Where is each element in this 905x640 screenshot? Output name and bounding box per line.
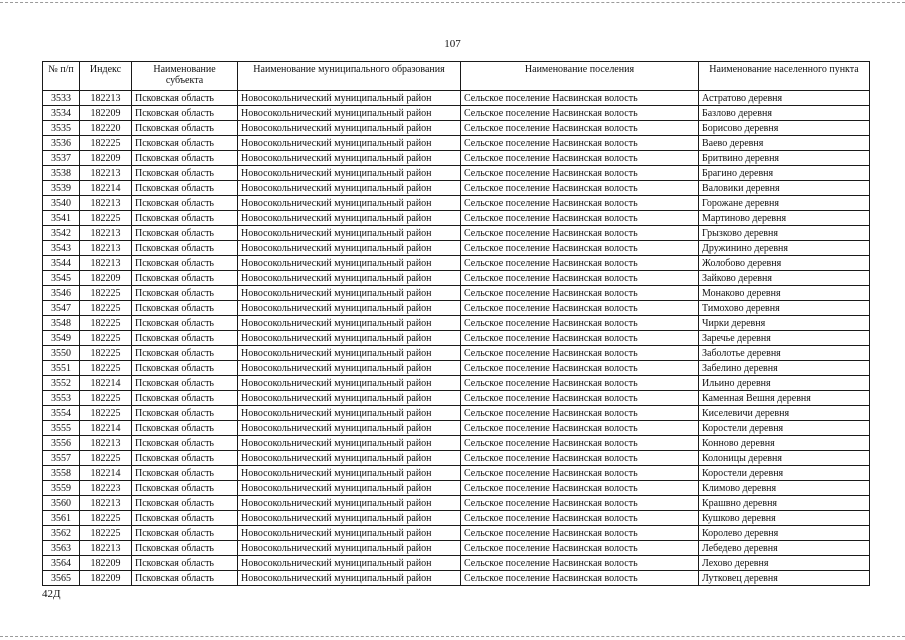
- footer-code: 42Д: [42, 588, 61, 600]
- table-body: [43, 91, 870, 586]
- cell-municipality: Новосокольнический муниципальный район: [238, 211, 461, 226]
- cell-number: 3561: [43, 511, 80, 526]
- cell-settlement: Сельское поселение Насвинская волость: [461, 511, 699, 526]
- table-row: [43, 226, 870, 241]
- cell-locality: Заречье деревня: [699, 331, 870, 346]
- table-row: [43, 391, 870, 406]
- cell-municipality: Новосокольнический муниципальный район: [238, 316, 461, 331]
- table-row: [43, 151, 870, 166]
- table-row: [43, 331, 870, 346]
- cell-municipality: Новосокольнический муниципальный район: [238, 121, 461, 136]
- cell-settlement: Сельское поселение Насвинская волость: [461, 91, 699, 106]
- cell-settlement: Сельское поселение Насвинская волость: [461, 181, 699, 196]
- cell-subject: Псковская область: [132, 121, 238, 136]
- cell-settlement: Сельское поселение Насвинская волость: [461, 541, 699, 556]
- cell-locality: Зайково деревня: [699, 271, 870, 286]
- cell-settlement: Сельское поселение Насвинская волость: [461, 556, 699, 571]
- cell-subject: Псковская область: [132, 436, 238, 451]
- cell-municipality: Новосокольнический муниципальный район: [238, 106, 461, 121]
- cell-subject: Псковская область: [132, 301, 238, 316]
- cell-locality: Тимохово деревня: [699, 301, 870, 316]
- table-row: [43, 571, 870, 586]
- cell-number: 3550: [43, 346, 80, 361]
- cell-locality: Грызково деревня: [699, 226, 870, 241]
- cell-settlement: Сельское поселение Насвинская волость: [461, 211, 699, 226]
- cell-settlement: Сельское поселение Насвинская волость: [461, 136, 699, 151]
- cell-locality: Лутковец деревня: [699, 571, 870, 586]
- cell-municipality: Новосокольнический муниципальный район: [238, 181, 461, 196]
- cell-locality: Мартиново деревня: [699, 211, 870, 226]
- cell-number: 3565: [43, 571, 80, 586]
- cell-subject: Псковская область: [132, 181, 238, 196]
- cell-locality: Королево деревня: [699, 526, 870, 541]
- table-row: [43, 436, 870, 451]
- cell-number: 3545: [43, 271, 80, 286]
- cell-settlement: Сельское поселение Насвинская волость: [461, 331, 699, 346]
- cell-index: 182225: [80, 526, 132, 541]
- cell-index: 182225: [80, 211, 132, 226]
- cell-subject: Псковская область: [132, 496, 238, 511]
- cell-settlement: Сельское поселение Насвинская волость: [461, 286, 699, 301]
- cell-index: 182214: [80, 181, 132, 196]
- cell-settlement: Сельское поселение Насвинская волость: [461, 256, 699, 271]
- cell-locality: Каменная Вешня деревня: [699, 391, 870, 406]
- scan-edge-top: [0, 2, 905, 4]
- cell-number: 3558: [43, 466, 80, 481]
- cell-locality: Крашвно деревня: [699, 496, 870, 511]
- cell-number: 3534: [43, 106, 80, 121]
- cell-number: 3547: [43, 301, 80, 316]
- cell-number: 3540: [43, 196, 80, 211]
- cell-subject: Псковская область: [132, 361, 238, 376]
- cell-settlement: Сельское поселение Насвинская волость: [461, 316, 699, 331]
- cell-locality: Лехово деревня: [699, 556, 870, 571]
- table-row: [43, 496, 870, 511]
- cell-number: 3557: [43, 451, 80, 466]
- cell-number: 3543: [43, 241, 80, 256]
- cell-municipality: Новосокольнический муниципальный район: [238, 361, 461, 376]
- cell-index: 182225: [80, 451, 132, 466]
- header-subject: Наименование субъекта: [132, 62, 238, 91]
- cell-subject: Псковская область: [132, 226, 238, 241]
- cell-locality: Колоницы деревня: [699, 451, 870, 466]
- cell-municipality: Новосокольнический муниципальный район: [238, 376, 461, 391]
- cell-subject: Псковская область: [132, 91, 238, 106]
- cell-settlement: Сельское поселение Насвинская волость: [461, 226, 699, 241]
- table-row: [43, 316, 870, 331]
- cell-index: 182214: [80, 466, 132, 481]
- table-row: [43, 121, 870, 136]
- cell-municipality: Новосокольнический муниципальный район: [238, 91, 461, 106]
- cell-index: 182213: [80, 496, 132, 511]
- cell-subject: Псковская область: [132, 526, 238, 541]
- table-row: [43, 166, 870, 181]
- cell-locality: Чирки деревня: [699, 316, 870, 331]
- cell-index: 182225: [80, 286, 132, 301]
- cell-subject: Псковская область: [132, 556, 238, 571]
- cell-municipality: Новосокольнический муниципальный район: [238, 241, 461, 256]
- cell-municipality: Новосокольнический муниципальный район: [238, 451, 461, 466]
- cell-subject: Псковская область: [132, 541, 238, 556]
- cell-municipality: Новосокольнический муниципальный район: [238, 166, 461, 181]
- cell-settlement: Сельское поселение Насвинская волость: [461, 406, 699, 421]
- table-row: [43, 361, 870, 376]
- cell-subject: Псковская область: [132, 211, 238, 226]
- cell-number: 3541: [43, 211, 80, 226]
- cell-locality: Монаково деревня: [699, 286, 870, 301]
- cell-locality: Бритвино деревня: [699, 151, 870, 166]
- table-row: [43, 406, 870, 421]
- cell-municipality: Новосокольнический муниципальный район: [238, 136, 461, 151]
- cell-subject: Псковская область: [132, 136, 238, 151]
- cell-locality: Киселевичи деревня: [699, 406, 870, 421]
- header-index: Индекс: [80, 62, 132, 91]
- cell-index: 182225: [80, 346, 132, 361]
- cell-municipality: Новосокольнический муниципальный район: [238, 256, 461, 271]
- cell-locality: Борисово деревня: [699, 121, 870, 136]
- cell-subject: Псковская область: [132, 391, 238, 406]
- cell-index: 182209: [80, 151, 132, 166]
- cell-settlement: Сельское поселение Насвинская волость: [461, 526, 699, 541]
- cell-locality: Базлово деревня: [699, 106, 870, 121]
- cell-subject: Псковская область: [132, 256, 238, 271]
- cell-settlement: Сельское поселение Насвинская волость: [461, 481, 699, 496]
- table-row: [43, 556, 870, 571]
- cell-subject: Псковская область: [132, 406, 238, 421]
- cell-locality: Лебедево деревня: [699, 541, 870, 556]
- header-number: № п/п: [43, 62, 80, 91]
- cell-number: 3553: [43, 391, 80, 406]
- cell-settlement: Сельское поселение Насвинская волость: [461, 196, 699, 211]
- cell-number: 3552: [43, 376, 80, 391]
- cell-locality: Кушково деревня: [699, 511, 870, 526]
- settlements-table: [42, 61, 870, 586]
- cell-number: 3560: [43, 496, 80, 511]
- cell-municipality: Новосокольнический муниципальный район: [238, 511, 461, 526]
- cell-subject: Псковская область: [132, 331, 238, 346]
- cell-index: 182225: [80, 316, 132, 331]
- cell-index: 182223: [80, 481, 132, 496]
- cell-index: 182209: [80, 556, 132, 571]
- cell-subject: Псковская область: [132, 346, 238, 361]
- cell-index: 182213: [80, 256, 132, 271]
- cell-locality: Жолобово деревня: [699, 256, 870, 271]
- cell-settlement: Сельское поселение Насвинская волость: [461, 451, 699, 466]
- cell-locality: Валовики деревня: [699, 181, 870, 196]
- cell-index: 182213: [80, 241, 132, 256]
- table-row: [43, 181, 870, 196]
- cell-locality: Климово деревня: [699, 481, 870, 496]
- page-number: 107: [444, 38, 461, 50]
- cell-settlement: Сельское поселение Насвинская волость: [461, 271, 699, 286]
- cell-index: 182214: [80, 421, 132, 436]
- cell-subject: Псковская область: [132, 271, 238, 286]
- cell-settlement: Сельское поселение Насвинская волость: [461, 166, 699, 181]
- table-row: [43, 256, 870, 271]
- cell-locality: Ильино деревня: [699, 376, 870, 391]
- cell-municipality: Новосокольнический муниципальный район: [238, 481, 461, 496]
- cell-subject: Псковская область: [132, 196, 238, 211]
- cell-locality: Заболотье деревня: [699, 346, 870, 361]
- table-row: [43, 241, 870, 256]
- cell-index: 182213: [80, 436, 132, 451]
- cell-number: 3537: [43, 151, 80, 166]
- cell-index: 182213: [80, 91, 132, 106]
- cell-index: 182225: [80, 301, 132, 316]
- cell-number: 3563: [43, 541, 80, 556]
- cell-municipality: Новосокольнический муниципальный район: [238, 226, 461, 241]
- cell-locality: Дружинино деревня: [699, 241, 870, 256]
- cell-subject: Псковская область: [132, 571, 238, 586]
- cell-settlement: Сельское поселение Насвинская волость: [461, 121, 699, 136]
- table-row: [43, 451, 870, 466]
- table-row: [43, 376, 870, 391]
- cell-number: 3554: [43, 406, 80, 421]
- cell-number: 3542: [43, 226, 80, 241]
- table-row: [43, 91, 870, 106]
- cell-municipality: Новосокольнический муниципальный район: [238, 286, 461, 301]
- table-header-row: [43, 62, 870, 91]
- cell-municipality: Новосокольнический муниципальный район: [238, 526, 461, 541]
- cell-subject: Псковская область: [132, 316, 238, 331]
- header-municipality: Наименование муниципального образования: [238, 62, 461, 91]
- cell-settlement: Сельское поселение Насвинская волость: [461, 391, 699, 406]
- cell-number: 3538: [43, 166, 80, 181]
- scan-edge-bottom: [0, 636, 905, 638]
- cell-index: 182225: [80, 391, 132, 406]
- cell-number: 3555: [43, 421, 80, 436]
- cell-number: 3544: [43, 256, 80, 271]
- cell-subject: Псковская область: [132, 151, 238, 166]
- table-row: [43, 481, 870, 496]
- cell-subject: Псковская область: [132, 106, 238, 121]
- table-row: [43, 301, 870, 316]
- table-row: [43, 511, 870, 526]
- cell-number: 3559: [43, 481, 80, 496]
- cell-municipality: Новосокольнический муниципальный район: [238, 436, 461, 451]
- cell-municipality: Новосокольнический муниципальный район: [238, 331, 461, 346]
- cell-municipality: Новосокольнический муниципальный район: [238, 541, 461, 556]
- header-locality: Наименование населенного пункта: [699, 62, 870, 91]
- table-row: [43, 136, 870, 151]
- header-settlement: Наименование поселения: [461, 62, 699, 91]
- table-row: [43, 541, 870, 556]
- cell-locality: Коростели деревня: [699, 466, 870, 481]
- cell-number: 3535: [43, 121, 80, 136]
- cell-settlement: Сельское поселение Насвинская волость: [461, 376, 699, 391]
- cell-subject: Псковская область: [132, 511, 238, 526]
- cell-index: 182225: [80, 511, 132, 526]
- cell-municipality: Новосокольнический муниципальный район: [238, 301, 461, 316]
- table-row: [43, 196, 870, 211]
- cell-index: 182225: [80, 361, 132, 376]
- table-row: [43, 211, 870, 226]
- cell-index: 182213: [80, 541, 132, 556]
- cell-locality: Забелино деревня: [699, 361, 870, 376]
- cell-settlement: Сельское поселение Насвинская волость: [461, 496, 699, 511]
- cell-municipality: Новосокольнический муниципальный район: [238, 571, 461, 586]
- cell-index: 182214: [80, 376, 132, 391]
- cell-settlement: Сельское поселение Насвинская волость: [461, 421, 699, 436]
- cell-index: 182213: [80, 166, 132, 181]
- cell-number: 3564: [43, 556, 80, 571]
- cell-number: 3539: [43, 181, 80, 196]
- cell-index: 182225: [80, 406, 132, 421]
- cell-settlement: Сельское поселение Насвинская волость: [461, 241, 699, 256]
- cell-settlement: Сельское поселение Насвинская волость: [461, 106, 699, 121]
- cell-settlement: Сельское поселение Насвинская волость: [461, 571, 699, 586]
- cell-subject: Псковская область: [132, 481, 238, 496]
- cell-settlement: Сельское поселение Насвинская волость: [461, 361, 699, 376]
- cell-municipality: Новосокольнический муниципальный район: [238, 466, 461, 481]
- cell-subject: Псковская область: [132, 451, 238, 466]
- cell-municipality: Новосокольнический муниципальный район: [238, 556, 461, 571]
- cell-locality: Конново деревня: [699, 436, 870, 451]
- cell-settlement: Сельское поселение Насвинская волость: [461, 436, 699, 451]
- cell-locality: Брагино деревня: [699, 166, 870, 181]
- cell-settlement: Сельское поселение Насвинская волость: [461, 466, 699, 481]
- cell-index: 182225: [80, 136, 132, 151]
- cell-index: 182220: [80, 121, 132, 136]
- cell-index: 182213: [80, 196, 132, 211]
- cell-municipality: Новосокольнический муниципальный район: [238, 496, 461, 511]
- cell-locality: Горожане деревня: [699, 196, 870, 211]
- cell-index: 182213: [80, 226, 132, 241]
- cell-subject: Псковская область: [132, 421, 238, 436]
- table-row: [43, 346, 870, 361]
- cell-index: 182209: [80, 106, 132, 121]
- cell-subject: Псковская область: [132, 241, 238, 256]
- cell-locality: Ваево деревня: [699, 136, 870, 151]
- cell-settlement: Сельское поселение Насвинская волость: [461, 346, 699, 361]
- cell-number: 3548: [43, 316, 80, 331]
- cell-settlement: Сельское поселение Насвинская волость: [461, 301, 699, 316]
- cell-municipality: Новосокольнический муниципальный район: [238, 421, 461, 436]
- cell-municipality: Новосокольнический муниципальный район: [238, 346, 461, 361]
- cell-number: 3556: [43, 436, 80, 451]
- cell-number: 3546: [43, 286, 80, 301]
- cell-municipality: Новосокольнический муниципальный район: [238, 151, 461, 166]
- cell-index: 182209: [80, 571, 132, 586]
- table-row: [43, 106, 870, 121]
- cell-municipality: Новосокольнический муниципальный район: [238, 406, 461, 421]
- cell-settlement: Сельское поселение Насвинская волость: [461, 151, 699, 166]
- cell-index: 182209: [80, 271, 132, 286]
- cell-municipality: Новосокольнический муниципальный район: [238, 271, 461, 286]
- cell-municipality: Новосокольнический муниципальный район: [238, 391, 461, 406]
- cell-subject: Псковская область: [132, 286, 238, 301]
- cell-subject: Псковская область: [132, 376, 238, 391]
- cell-number: 3551: [43, 361, 80, 376]
- cell-subject: Псковская область: [132, 466, 238, 481]
- cell-index: 182225: [80, 331, 132, 346]
- table-row: [43, 466, 870, 481]
- table-row: [43, 286, 870, 301]
- table-row: [43, 271, 870, 286]
- cell-locality: Коростели деревня: [699, 421, 870, 436]
- cell-number: 3536: [43, 136, 80, 151]
- cell-locality: Астратово деревня: [699, 91, 870, 106]
- cell-subject: Псковская область: [132, 166, 238, 181]
- cell-number: 3533: [43, 91, 80, 106]
- cell-municipality: Новосокольнический муниципальный район: [238, 196, 461, 211]
- table-row: [43, 526, 870, 541]
- table-row: [43, 421, 870, 436]
- cell-number: 3549: [43, 331, 80, 346]
- cell-number: 3562: [43, 526, 80, 541]
